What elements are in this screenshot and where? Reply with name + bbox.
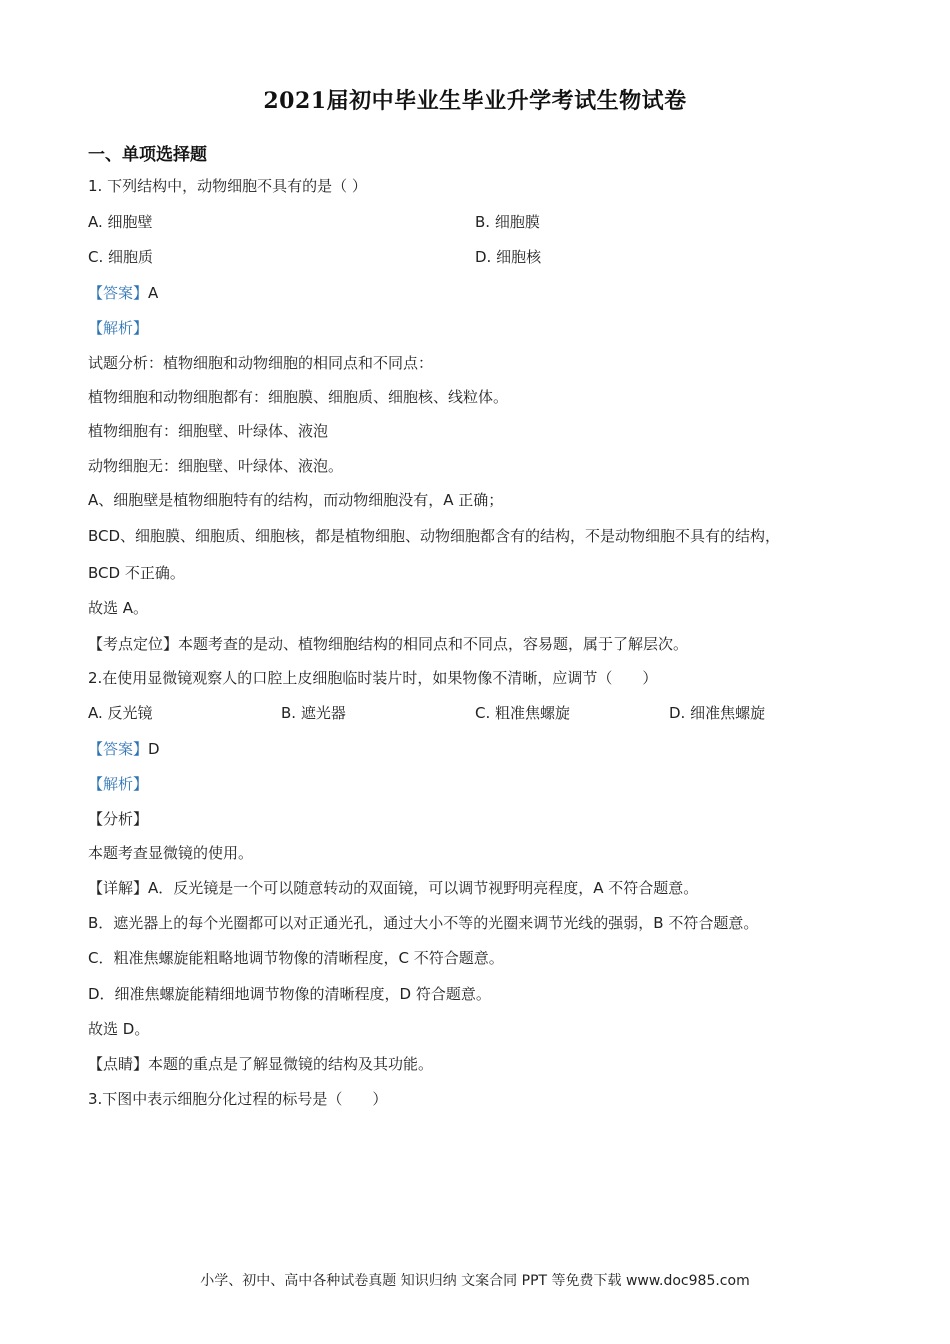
page-footer: 小学、初中、高中各种试卷真题 知识归纳 文案合同 PPT 等免费下载 www.doc985.com	[200, 1273, 750, 1289]
q2-option-c: C. 粗准焦螺旋	[475, 704, 571, 722]
q1-analysis-line: A、细胞壁是植物细胞特有的结构，而动物细胞没有，A 正确；	[88, 491, 504, 509]
exam-title: 2021届初中毕业生毕业升学考试生物试卷	[263, 88, 687, 114]
q2-option-d: D. 细准焦螺旋	[669, 704, 766, 722]
q2-analysis-line: D．细准焦螺旋能精细地调节物像的清晰程度，D 符合题意。	[88, 985, 491, 1003]
q2-analysis-line: 【详解】A．反光镜是一个可以随意转动的双面镜，可以调节视野明亮程度，A 不符合题意。	[88, 879, 699, 897]
q1-analysis-line: BCD、细胞膜、细胞质、细胞核，都是植物细胞、动物细胞都含有的结构，不是动物细胞不具有的结构，	[88, 527, 781, 545]
q1-analysis-line: 动物细胞无：细胞壁、叶绿体、液泡。	[88, 457, 344, 475]
q2-analysis-tag: 【解析】	[88, 775, 149, 793]
q2-key-point: 【点睛】本题的重点是了解显微镜的结构及其功能。	[88, 1055, 434, 1073]
q2-analysis-line: 本题考查显微镜的使用。	[88, 844, 254, 862]
q1-stem: 1. 下列结构中，动物细胞不具有的是（ ）	[88, 177, 367, 195]
q1-analysis-line: BCD 不正确。	[88, 564, 185, 582]
q1-analysis-tag: 【解析】	[88, 319, 149, 337]
q2-analysis-line: 【分析】	[88, 810, 149, 828]
q2-answer	[88, 739, 160, 759]
q1-option-c: C. 细胞质	[88, 248, 154, 266]
q2-analysis-line: 故选 D。	[88, 1020, 150, 1038]
q1-answer-value: A	[148, 284, 159, 302]
q2-option-a: A. 反光镜	[88, 704, 153, 722]
q2-answer-tag: 【答案】	[88, 740, 149, 758]
q1-answer-tag: 【答案】	[88, 284, 149, 302]
q1-analysis-line: 植物细胞有：细胞壁、叶绿体、液泡	[88, 422, 329, 440]
q1-analysis-line: 植物细胞和动物细胞都有：细胞膜、细胞质、细胞核、线粒体。	[88, 388, 509, 406]
q2-analysis-line: B．遮光器上的每个光圈都可以对正通光孔，通过大小不等的光圈来调节光线的强弱，B 不符合题意。	[88, 914, 759, 932]
q1-knowledge-point: 【考点定位】本题考查的是动、植物细胞结构的相同点和不同点，容易题，属于了解层次。	[88, 635, 689, 653]
q2-analysis-line: C．粗准焦螺旋能粗略地调节物像的清晰程度，C 不符合题意。	[88, 949, 504, 967]
section-heading: 一、单项选择题	[88, 145, 207, 165]
q3-stem: 3.下图中表示细胞分化过程的标号是（ ）	[88, 1090, 388, 1108]
q2-option-b: B. 遮光器	[281, 704, 346, 722]
q1-analysis-line: 故选 A。	[88, 599, 149, 617]
q1-option-b: B. 细胞膜	[475, 213, 540, 231]
q1-option-d: D. 细胞核	[475, 248, 542, 266]
q2-stem: 2.在使用显微镜观察人的口腔上皮细胞临时装片时，如果物像不清晰，应调节（ ）	[88, 669, 658, 687]
q1-option-a: A. 细胞壁	[88, 213, 153, 231]
q1-answer	[88, 283, 158, 303]
q1-analysis-line: 试题分析：植物细胞和动物细胞的相同点和不同点：	[88, 354, 434, 372]
q2-answer-value: D	[148, 740, 160, 758]
